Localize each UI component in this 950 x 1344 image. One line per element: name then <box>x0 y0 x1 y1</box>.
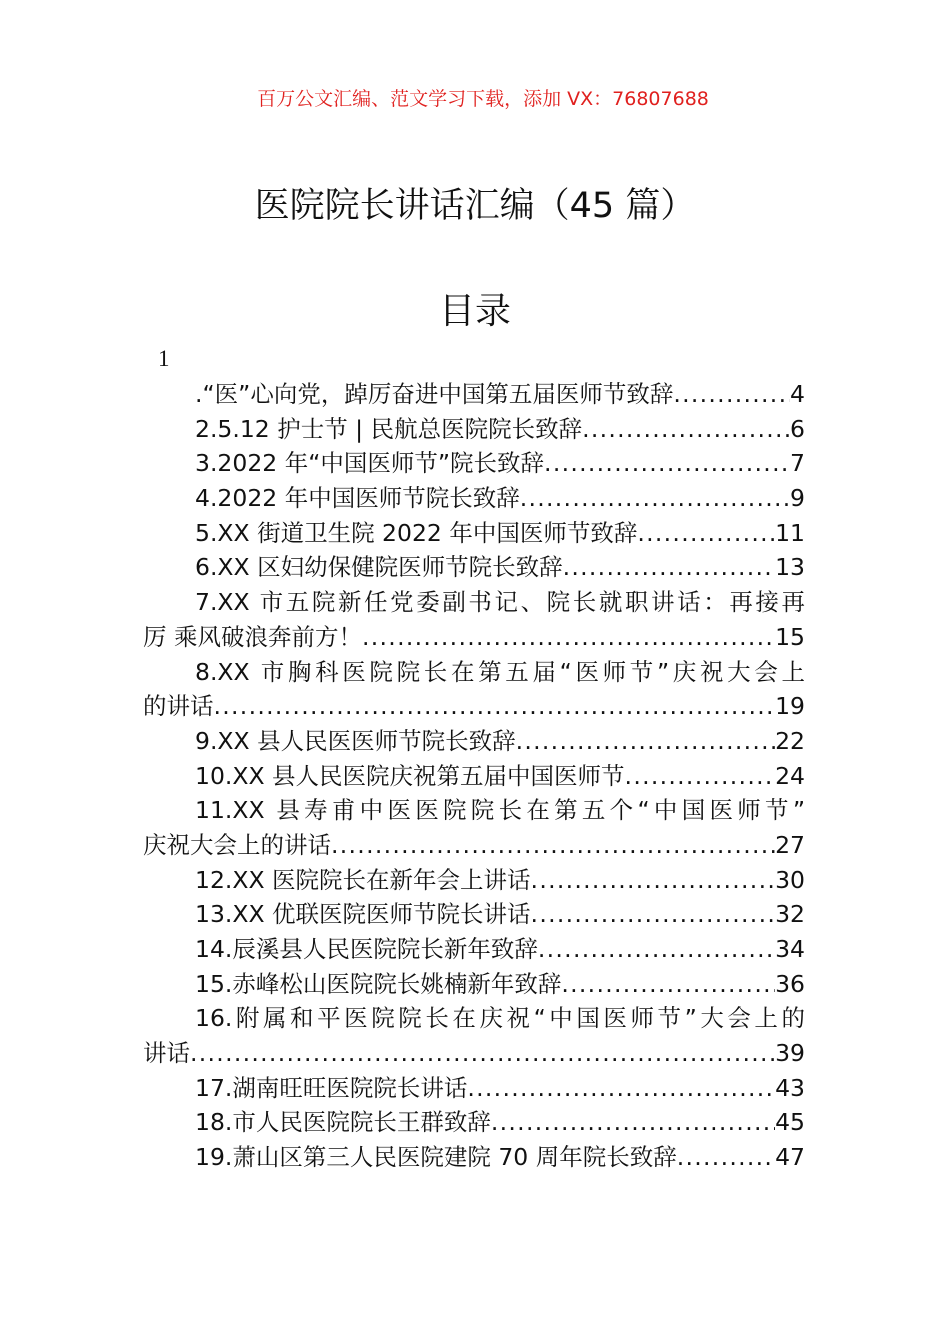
dot-leader <box>331 828 775 863</box>
toc-entry-title: 3.2022 年“中国医师节”院长致辞 <box>195 449 545 478</box>
toc-entry-title: 15.赤峰松山医院院长姚楠新年致辞 <box>195 969 562 998</box>
toc-page-number: 47 <box>775 1143 805 1172</box>
dot-leader <box>362 620 775 655</box>
toc-page-number: 4 <box>790 380 805 408</box>
toc-entry-title: 10.XX 县人民医院庆祝第五届中国医师节 <box>195 761 625 790</box>
toc-entry-title: 6.XX 区妇幼保健院医师节院长致辞 <box>195 553 563 582</box>
toc-entry-title: 14.辰溪县人民医院院长新年致辞 <box>195 935 538 963</box>
toc-entry[interactable] <box>143 1001 805 1070</box>
toc-entry[interactable] <box>143 724 805 759</box>
stray-number: 1 <box>158 346 170 371</box>
document-title: 医院院长讲话汇编（45 篇） <box>254 186 696 226</box>
dot-leader <box>538 932 775 967</box>
toc-entry[interactable] <box>143 585 805 654</box>
toc-entry-title: .“医”心向党，踔厉奋进中国第五届医师节致辞 <box>195 380 674 408</box>
dot-leader <box>625 759 776 794</box>
dot-leader <box>516 724 776 759</box>
toc-entry[interactable] <box>143 759 805 794</box>
toc-entry-title-cont: 庆祝大会上的讲话 <box>143 830 331 859</box>
toc-entry[interactable] <box>143 863 805 898</box>
dot-leader <box>214 689 776 724</box>
toc-entry[interactable] <box>143 446 805 481</box>
toc-entry-title: 19.萧山区第三人民医院建院 70 周年院长致辞 <box>195 1143 677 1172</box>
toc-entry-title: 2.5.12 护士节 | 民航总医院院长致辞 <box>195 414 583 443</box>
toc-entry[interactable] <box>143 967 805 1002</box>
dot-leader <box>561 967 775 1002</box>
toc-entry[interactable] <box>143 1140 805 1175</box>
toc-page-number: 32 <box>775 900 805 929</box>
toc-entry[interactable] <box>143 377 805 412</box>
toc-entry[interactable] <box>143 550 805 585</box>
toc-entry-title-cont: 讲话 <box>143 1039 190 1068</box>
toc-entry-title: 9.XX 县人民医医师节院长致辞 <box>195 726 516 755</box>
toc-page-number: 30 <box>775 865 805 894</box>
dot-leader <box>491 1105 775 1140</box>
toc-page-number: 11 <box>775 518 805 547</box>
watermark-banner: 百万公文汇编、范文学习下载，添加 VX：76807688 <box>257 88 709 110</box>
toc-page-number: 39 <box>775 1039 805 1068</box>
toc-entry-title: 5.XX 街道卫生院 2022 年中国医师节致辞 <box>195 518 638 547</box>
dot-leader <box>520 481 790 516</box>
toc-heading: 目录 <box>438 291 511 332</box>
dot-leader <box>544 446 790 481</box>
toc-page-number: 19 <box>775 692 805 721</box>
toc-page-number: 22 <box>775 726 805 755</box>
dot-leader <box>531 897 776 932</box>
toc-entry[interactable] <box>143 897 805 932</box>
dot-leader <box>582 412 790 447</box>
toc-entry[interactable] <box>143 1071 805 1106</box>
toc-page-number: 43 <box>775 1073 805 1102</box>
toc-entry-title: 17.湖南旺旺医院院长讲话 <box>195 1073 468 1102</box>
toc-entry[interactable] <box>143 1105 805 1140</box>
toc-entry-title: 13.XX 优联医院医师节院长讲话 <box>195 900 531 929</box>
toc-page-number: 36 <box>775 969 805 998</box>
toc-page-number: 7 <box>790 449 805 478</box>
dot-leader <box>677 1140 775 1175</box>
dot-leader <box>673 377 790 412</box>
toc-page-number: 27 <box>775 830 805 859</box>
toc-entry[interactable] <box>143 932 805 967</box>
toc-page-number: 24 <box>775 761 805 790</box>
dot-leader <box>190 1036 775 1071</box>
toc-page-number: 9 <box>790 484 805 513</box>
table-of-contents <box>143 377 805 1175</box>
toc-entry[interactable] <box>143 412 805 447</box>
toc-page-number: 34 <box>775 935 805 963</box>
toc-entry-title: 11.XX 县寿甫中医医院院长在第五个“中国医师节” <box>195 796 805 825</box>
dot-leader <box>637 516 775 551</box>
toc-page-number: 13 <box>775 553 805 582</box>
toc-page-number: 15 <box>775 622 805 651</box>
toc-entry-title: 4.2022 年中国医师节院长致辞 <box>195 484 520 513</box>
toc-page-number: 45 <box>775 1108 805 1137</box>
dot-leader <box>563 550 776 585</box>
toc-entry-title: 7.XX 市五院新任党委副书记、院长就职讲话：再接再 <box>195 588 805 617</box>
toc-entry[interactable] <box>143 481 805 516</box>
toc-page-number: 6 <box>790 414 805 443</box>
toc-entry-title-cont: 厉 乘风破浪奔前方！ <box>143 622 362 651</box>
toc-entry-title: 18.市人民医院院长王群致辞 <box>195 1108 491 1137</box>
toc-entry[interactable] <box>143 655 805 724</box>
dot-leader <box>467 1071 775 1106</box>
toc-entry[interactable] <box>143 793 805 862</box>
toc-entry-title: 8.XX 市胸科医院院长在第五届“医师节”庆祝大会上 <box>195 657 805 686</box>
toc-entry-title: 16.附属和平医院院长在庆祝“中国医师节”大会上的 <box>195 1004 805 1033</box>
toc-entry[interactable] <box>143 516 805 551</box>
toc-entry-title: 12.XX 医院院长在新年会上讲话 <box>195 865 531 894</box>
toc-entry-title-cont: 的讲话 <box>143 692 214 721</box>
dot-leader <box>531 863 776 898</box>
